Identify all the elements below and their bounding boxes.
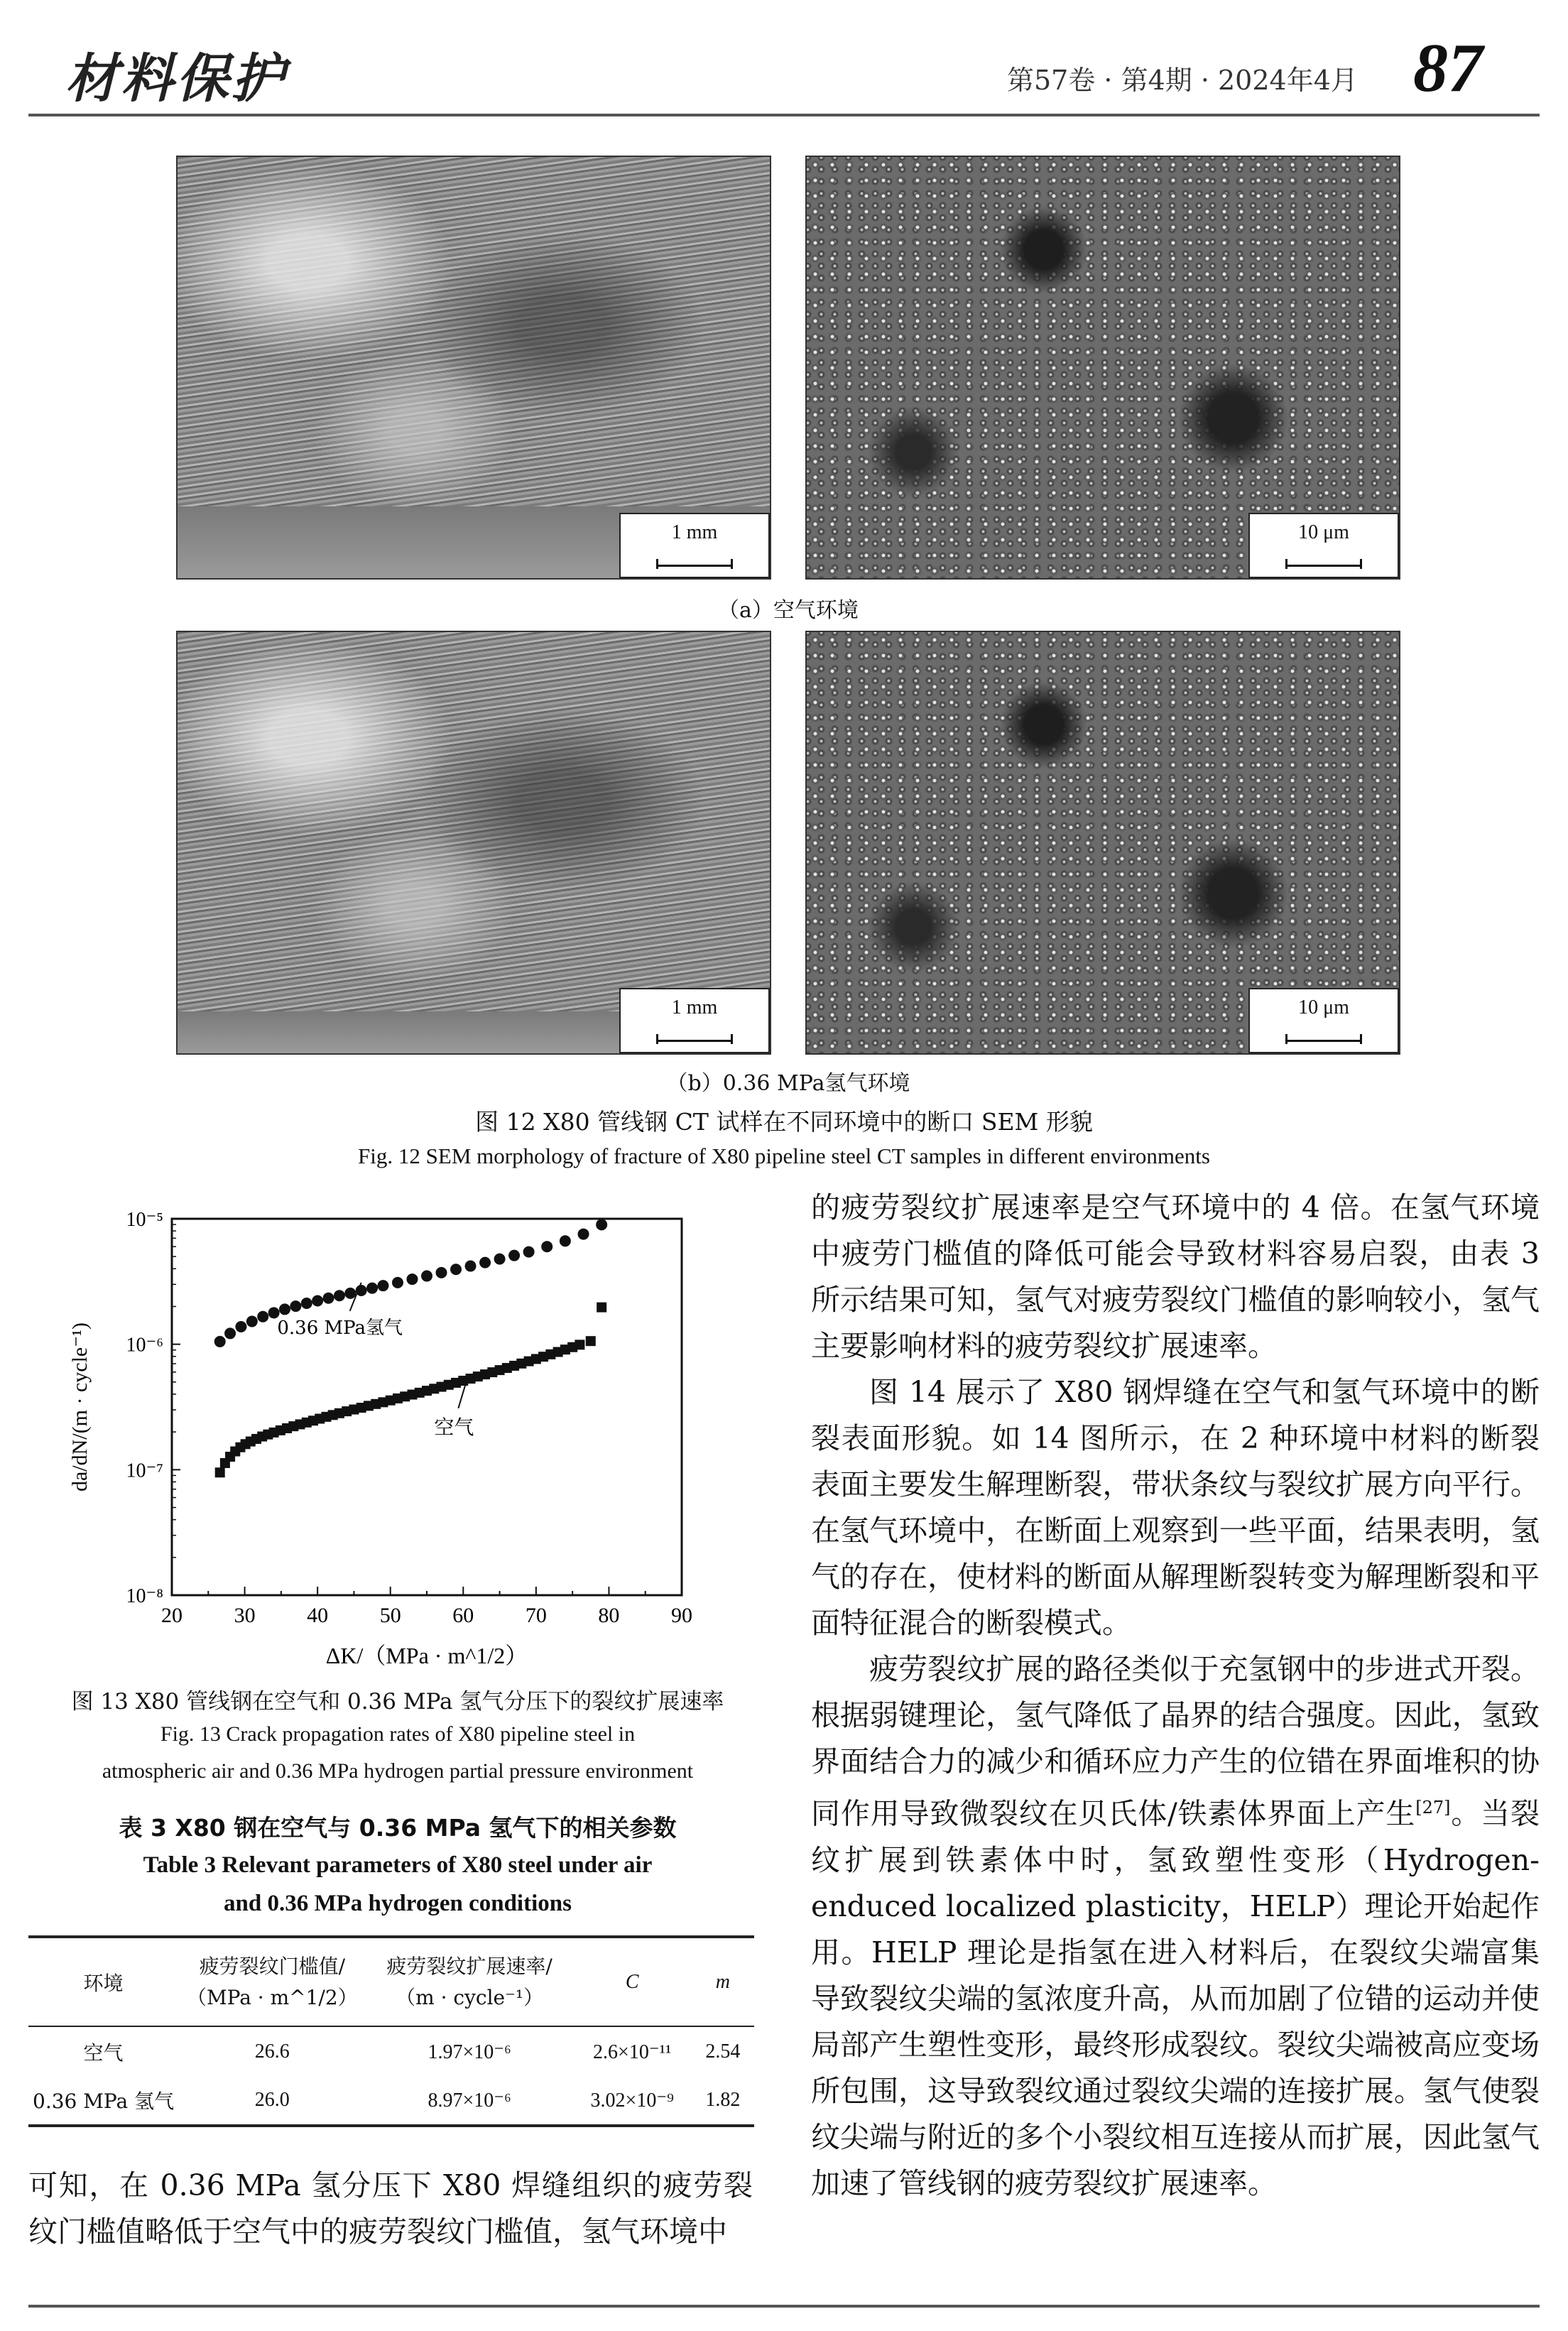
right-column-text: [811, 1185, 1540, 2207]
right-paragraph-1: 的疲劳裂纹扩展速率是空气环境中的 4 倍。在氢气环境中疲劳门槛值的降低可能会导致材料容易启裂，由表 3 所示结果可知，氢气对疲劳裂纹门槛值的影响较小，氢气主要影响材料的疲劳裂纹扩展速率。: [811, 1190, 1540, 1363]
hydrogen-data-point: [334, 1290, 345, 1301]
table3-title-cn: 表 3 X80 钢在空气与 0.36 MPa 氢气下的相关参数: [119, 1814, 677, 1842]
scale-bar-10um: 10 μm: [1248, 988, 1399, 1053]
hydrogen-data-point: [541, 1241, 552, 1252]
hydrogen-data-point: [560, 1235, 571, 1246]
hydrogen-data-point: [214, 1336, 226, 1347]
hydrogen-data-point: [366, 1283, 378, 1294]
figure13-caption-en-2: atmospheric air and 0.36 MPa hydrogen partial pressure environment: [102, 1759, 694, 1783]
x-tick-label: 20: [161, 1604, 183, 1627]
cell-threshold: 26.6: [254, 2040, 290, 2063]
journal-logo: 材料保护: [65, 48, 287, 109]
y-tick-label: 10⁻⁵: [126, 1209, 163, 1231]
th-threshold: 疲劳裂纹门槛值/ （MPa · m^1/2）: [186, 1954, 358, 2009]
hydrogen-data-point: [479, 1257, 491, 1268]
cell-rate: 1.97×10⁻⁶: [428, 2041, 511, 2063]
x-tick-label: 40: [307, 1604, 329, 1627]
left-column-paragraph: 可知，在 0.36 MPa 氢分压下 X80 焊缝组织的疲劳裂纹门槛值略低于空气中的疲劳裂纹门槛值，氢气环境中: [28, 2168, 753, 2249]
sem-image-air-high-mag: [805, 156, 1400, 580]
subcaption-b: （b）0.36 MPa氢气环境: [666, 1071, 910, 1096]
x-tick-label: 80: [598, 1604, 620, 1627]
right-paragraph-2: 图 14 展示了 X80 钢焊缝在空气和氢气环境中的断裂表面形貌。如 14 图所示，在 2 种环境中材料的断裂表面主要发生解理断裂，带状条纹与裂纹扩展方向平行。在氢气环境中，在断面上观察到一些平面，结果表明，氢气的存在，使材料的断面从解理断裂转变为解理断裂和平面特征混合的断裂模式。: [811, 1375, 1540, 1640]
footer-rule: [28, 2305, 1540, 2308]
sem-image-h2-low-mag: [176, 631, 771, 1055]
hydrogen-data-point: [235, 1321, 246, 1332]
air-data-point: [575, 1340, 584, 1349]
air-data-point: [586, 1336, 596, 1346]
th-c: C: [625, 1970, 639, 1993]
hydrogen-data-point: [246, 1316, 258, 1327]
cell-m: 1.82: [705, 2089, 741, 2111]
hydrogen-data-point: [578, 1229, 589, 1240]
cell-m: 2.54: [705, 2040, 741, 2063]
citation-27: [27]: [1415, 1798, 1451, 1817]
x-tick-label: 90: [671, 1604, 692, 1627]
hydrogen-data-point: [301, 1298, 312, 1309]
scale-bar-1mm: 1 mm: [619, 988, 770, 1053]
air-data-point: [215, 1467, 225, 1477]
hydrogen-data-point: [279, 1303, 290, 1315]
hydrogen-data-point: [436, 1267, 447, 1278]
table-row: [28, 2026, 754, 2076]
th-m: m: [715, 1970, 730, 1993]
x-tick-label: 30: [234, 1604, 256, 1627]
right-paragraph-3: 疲劳裂纹扩展的路径类似于充氢钢中的步进式开裂。根据弱键理论，氢气降低了晶界的结合强度。因此，氢致界面结合力的减少和循环应力产生的位错在界面堆积的协同作用导致微裂纹在贝氏体/铁素体界面上产生[27]。当裂纹扩展到铁素体中时，氢致塑性变形（Hydrogen-enduced localized plasticity，HELP）理论开始起作用。HELP 理论是指氢在进入材料后，在裂纹尖端富集导致裂纹尖端的氢浓度升高，从而加剧了位错的运动并使局部产生塑性变形，最终形成裂纹。裂纹尖端被高应变场所包围，这导致裂纹通过裂纹尖端的连接扩展。氢气使裂纹尖端与附近的多个小裂纹相互连接从而扩展，因此氢气加速了管线钢的疲劳裂纹扩展速率。: [811, 1652, 1540, 2200]
x-tick-label: 50: [379, 1604, 401, 1627]
figure13-caption-cn: 图 13 X80 管线钢在空气和 0.36 MPa 氢气分压下的裂纹扩展速率: [71, 1689, 724, 1715]
th-rate: 疲劳裂纹扩展速率/ （m · cycle⁻¹）: [386, 1954, 552, 2009]
subcaption-a: （a）空气环境: [718, 598, 859, 623]
hydrogen-data-point: [290, 1300, 301, 1312]
y-tick-label: 10⁻⁶: [126, 1334, 163, 1357]
hydrogen-data-point: [508, 1250, 520, 1261]
crack-growth-chart: [43, 1200, 767, 1683]
y-tick-label: 10⁻⁷: [126, 1460, 163, 1482]
hydrogen-data-point: [450, 1264, 462, 1275]
volume-issue: 第57卷 · 第4期 · 2024年4月: [1007, 65, 1358, 96]
y-tick-label: 10⁻⁸: [126, 1585, 163, 1607]
cell-env: 0.36 MPa 氢气: [33, 2090, 175, 2113]
th-env: 环境: [83, 1971, 124, 1995]
scale-bar-1mm: 1 mm: [619, 513, 770, 578]
x-tick-label: 70: [525, 1604, 547, 1627]
table-row: [28, 2076, 754, 2126]
cell-env: 空气: [83, 2041, 124, 2065]
hydrogen-data-point: [312, 1295, 323, 1306]
sem-image-air-low-mag: [176, 156, 771, 580]
figure12-caption-cn: 图 12 X80 管线钢 CT 试样在不同环境中的断口 SEM 形貌: [475, 1108, 1093, 1136]
cell-threshold: 26.0: [254, 2089, 290, 2111]
hydrogen-data-point: [523, 1246, 535, 1258]
scale-bar-10um: 10 μm: [1248, 513, 1399, 578]
hydrogen-data-point: [356, 1285, 367, 1296]
air-series-label: 空气: [434, 1415, 474, 1439]
figure13-caption-en-1: Fig. 13 Crack propagation rates of X80 pipeline steel in: [160, 1722, 636, 1746]
table3-title-en-2: and 0.36 MPa hydrogen conditions: [224, 1891, 572, 1916]
hydrogen-data-point: [323, 1293, 334, 1304]
air-data-point: [597, 1303, 606, 1313]
hydrogen-data-point: [392, 1277, 403, 1288]
x-tick-label: 60: [452, 1604, 474, 1627]
x-axis-label: ΔK/（MPa · m^1/2）: [325, 1643, 528, 1668]
figure12-caption-en: Fig. 12 SEM morphology of fracture of X80 pipeline steel CT samples in different environments: [358, 1143, 1210, 1168]
cell-rate: 8.97×10⁻⁶: [428, 2090, 511, 2112]
header-rule: [28, 114, 1540, 116]
sem-image-h2-high-mag: [805, 631, 1400, 1055]
page-number: 87: [1413, 30, 1483, 107]
hydrogen-data-point: [257, 1311, 268, 1322]
hydrogen-data-point: [344, 1288, 356, 1299]
table3-title-en-1: Table 3 Relevant parameters of X80 steel under air: [143, 1852, 653, 1878]
cell-c: 2.6×10⁻¹¹: [593, 2041, 672, 2063]
hydrogen-data-point: [494, 1254, 506, 1265]
hydrogen-data-point: [596, 1219, 607, 1230]
hydrogen-data-point: [421, 1271, 432, 1282]
table3: [28, 1935, 754, 2127]
hydrogen-series-label: 0.36 MPa氢气: [277, 1317, 403, 1339]
hydrogen-data-point: [465, 1261, 477, 1272]
cell-c: 3.02×10⁻⁹: [590, 2090, 674, 2112]
hydrogen-data-point: [406, 1273, 418, 1285]
hydrogen-data-point: [377, 1280, 388, 1291]
y-axis-label: da/dN/(m · cycle⁻¹): [68, 1322, 92, 1492]
hydrogen-data-point: [224, 1327, 236, 1339]
